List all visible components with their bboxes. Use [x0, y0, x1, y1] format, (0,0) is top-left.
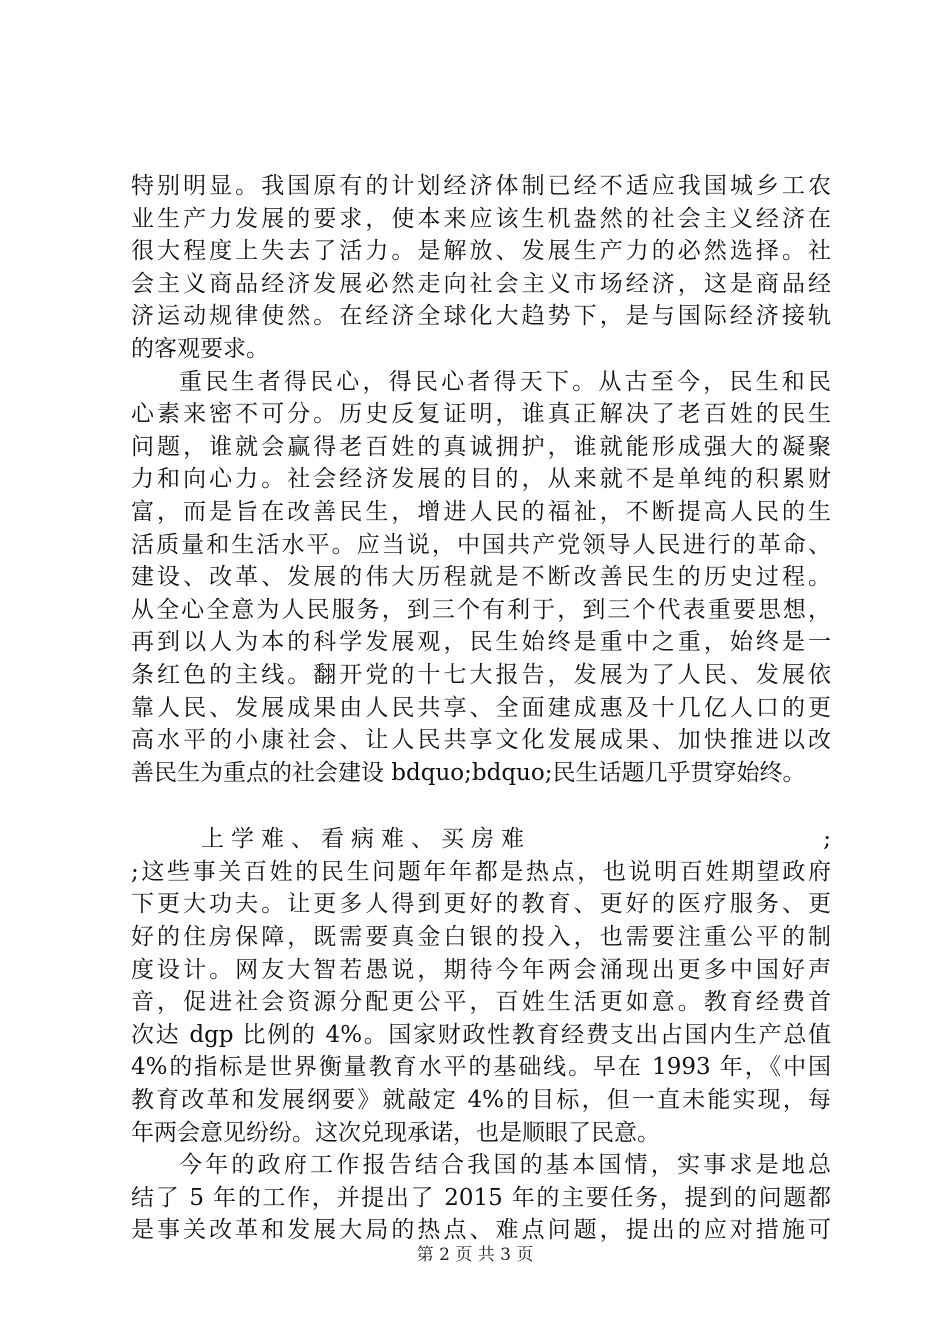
text-line: 结了 5 年的工作，并提出了 2015 年的主要任务，提到的问题都: [131, 1184, 831, 1211]
text-line: 的客观要求。: [131, 335, 269, 362]
text-line: 4%的指标是世界衡量教育水平的基础线。早在 1993 年，《中国: [131, 1054, 831, 1081]
paragraph-gap: [131, 789, 831, 823]
page-footer: 第 2 页 共 3 页: [416, 1245, 534, 1265]
text-line: 下更大功夫。让更多人得到更好的教育、更好的医疗服务、更: [131, 891, 831, 918]
text-line: 很大程度上失去了活力。是解放、发展生产力的必然选择。社: [131, 238, 831, 265]
text-line: 条红色的主线。翻开党的十七大报告，发展为了人民、发展依: [131, 661, 831, 688]
text-line: 建设、改革、发展的伟大历程就是不断改善民生的历史过程。: [131, 564, 831, 591]
text-line: 再到以人为本的科学发展观，民生始终是重中之重，始终是一: [131, 629, 831, 656]
text-line: 度设计。网友大智若愚说，期待今年两会涌现出更多中国好声: [131, 956, 831, 983]
text-line: 业生产力发展的要求，使本来应该生机盎然的社会主义经济在: [131, 205, 831, 232]
text-line-left: 上学难、看病难、买房难: [201, 826, 531, 853]
text-line: 音，促进社会资源分配更公平，百姓生活更如意。教育经费首: [131, 989, 831, 1016]
paragraph-4: [131, 1149, 831, 1247]
text-line: 重民生者得民心，得民心者得天下。从古至今，民生和民: [179, 368, 831, 395]
text-line: 富，而是旨在改善民生，增进人民的福祉，不断提高人民的生: [131, 498, 831, 525]
text-line: 好的住房保障，既需要真金白银的投入，也需要注重公平的制: [131, 924, 831, 951]
paragraph-2: [131, 366, 831, 790]
text-line: 力和向心力。社会经济发展的目的，从来就不是单纯的积累财: [131, 466, 831, 493]
paragraph-3: [131, 823, 831, 1149]
paragraph-1: [131, 170, 831, 366]
text-line: 次达 dgp 比例的 4%。国家财政性教育经费支出占国内生产总值: [131, 1021, 831, 1048]
text-line: 是事关改革和发展大局的热点、难点问题，提出的应对措施可: [131, 1217, 831, 1244]
text-line: 靠人民、发展成果由人民共享、全面建成惠及十几亿人口的更: [131, 694, 831, 721]
text-line: 会主义商品经济发展必然走向社会主义市场经济，这是商品经: [131, 270, 831, 297]
document-body: [131, 170, 831, 1247]
text-line: 问题，谁就会赢得老百姓的真诚拥护，谁就能形成强大的凝聚: [131, 433, 831, 460]
text-line: 活质量和生活水平。应当说，中国共产党领导人民进行的革命、: [131, 531, 831, 558]
text-line: 年两会意见纷纷。这次兑现承诺，也是顺眼了民意。: [131, 1119, 660, 1146]
text-line: 教育改革和发展纲要》就敲定 4%的目标，但一直未能实现，每: [131, 1087, 831, 1114]
text-line: 今年的政府工作报告结合我国的基本国情，实事求是地总: [179, 1152, 831, 1179]
text-line: ;这些事关百姓的民生问题年年都是热点，也说明百姓期望政府: [131, 858, 831, 885]
text-line: 从全心全意为人民服务，到三个有利于，到三个代表重要思想，: [131, 596, 831, 623]
text-line: 高水平的小康社会、让人民共享文化发展成果、加快推进以改: [131, 727, 831, 754]
text-line: [131, 823, 831, 856]
text-line: 济运动规律使然。在经济全球化大趋势下，是与国际经济接轨: [131, 303, 831, 330]
text-line: 心素来密不可分。历史反复证明，谁真正解决了老百姓的民生: [131, 401, 831, 428]
text-line: 善民生为重点的社会建设 bdquo;bdquo;民生话题几乎贯穿始终。: [131, 759, 806, 786]
text-line-right: ;: [823, 826, 831, 853]
text-line: 特别明显。我国原有的计划经济体制已经不适应我国城乡工农: [131, 173, 831, 199]
